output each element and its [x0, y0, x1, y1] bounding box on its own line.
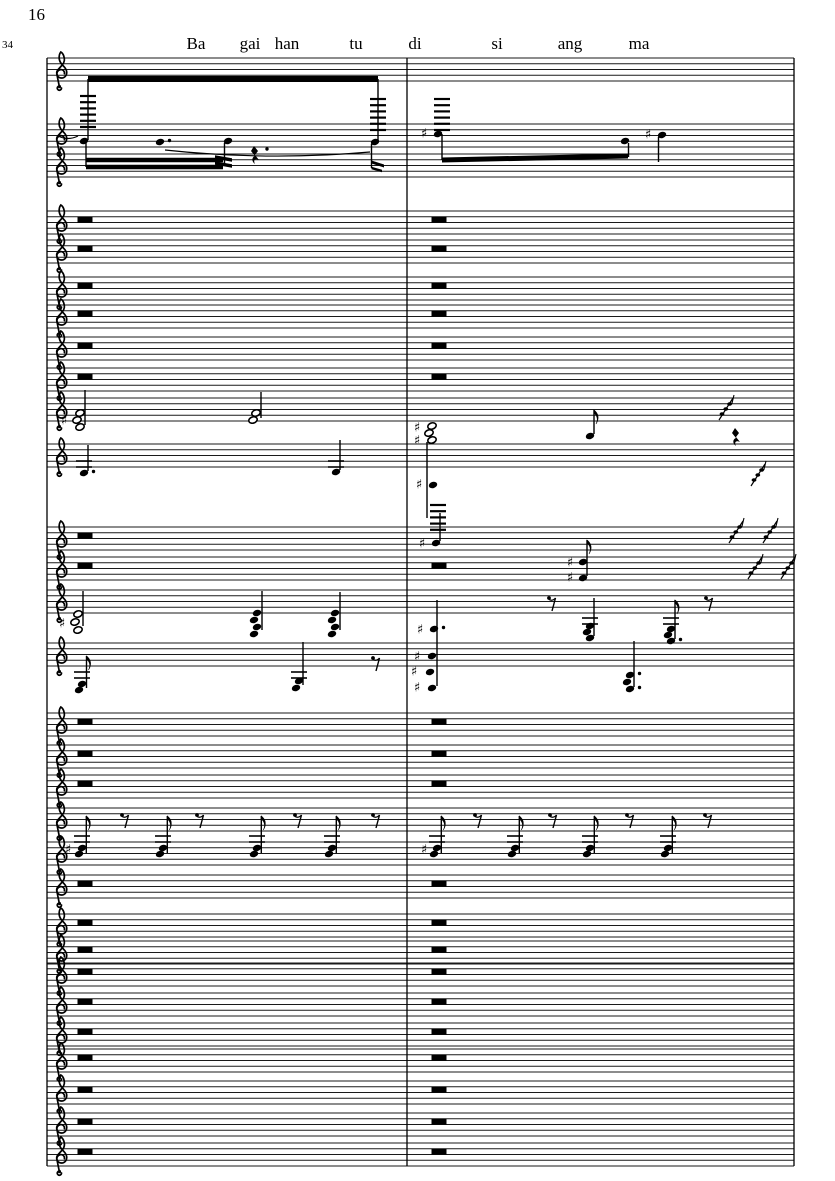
sharp-icon: ♯ [566, 570, 574, 586]
beam [86, 158, 223, 163]
whole-rest [78, 1055, 93, 1061]
lyric-syllable: Ba [186, 34, 206, 53]
augmentation-dot [638, 686, 641, 689]
beam [442, 154, 628, 163]
whole-rest [78, 311, 93, 317]
whole-rest [432, 947, 447, 953]
sharp-icon: ♯ [644, 127, 652, 143]
tremolo-slash-icon [763, 521, 777, 543]
notehead [252, 623, 262, 632]
notehead [73, 610, 83, 619]
lyric-syllable: gai [239, 34, 261, 53]
whole-rest [432, 311, 447, 317]
measure-number: 34 [2, 39, 13, 51]
notehead [248, 416, 258, 425]
notehead [249, 616, 259, 625]
sharp-icon: ♯ [64, 842, 72, 858]
whole-rest [78, 1087, 93, 1093]
notehead [425, 668, 435, 677]
eighth-rest-icon [371, 813, 375, 817]
notehead [73, 626, 83, 635]
eighth-rest-icon [547, 596, 551, 600]
eighth-rest-icon [293, 813, 297, 817]
treble-clef-icon [58, 267, 61, 270]
whole-rest [78, 1029, 93, 1035]
notehead [291, 684, 301, 693]
eighth-rest-icon [371, 656, 375, 660]
whole-rest [432, 246, 447, 252]
notehead [327, 616, 337, 625]
sharp-icon: ♯ [58, 616, 66, 632]
whole-rest [432, 719, 447, 725]
notehead [252, 609, 262, 618]
notehead [330, 609, 340, 618]
whole-rest [78, 1119, 93, 1125]
whole-rest [432, 1029, 447, 1035]
whole-rest [432, 563, 447, 569]
eighth-rest-icon [473, 813, 477, 817]
augmentation-dot [638, 672, 641, 675]
whole-rest [432, 751, 447, 757]
beam [372, 161, 385, 168]
whole-rest [432, 217, 447, 223]
sharp-icon: ♯ [566, 555, 574, 571]
slur [165, 150, 370, 156]
treble-clef-icon [58, 670, 61, 673]
whole-rest [78, 343, 93, 349]
whole-rest [78, 563, 93, 569]
notehead [622, 678, 632, 687]
sharp-icon: ♯ [413, 433, 421, 449]
whole-rest [78, 969, 93, 975]
treble-clef-icon [58, 85, 61, 88]
notehead [155, 138, 165, 147]
sharp-icon: ♯ [413, 420, 421, 436]
whole-rest [432, 1055, 447, 1061]
whole-rest [432, 881, 447, 887]
sharp-icon: ♯ [415, 477, 423, 493]
whole-rest [432, 999, 447, 1005]
whole-rest [78, 947, 93, 953]
whole-rest [432, 283, 447, 289]
whole-rest [432, 781, 447, 787]
notehead [70, 618, 80, 627]
augmentation-dot [442, 626, 445, 629]
whole-rest [78, 246, 93, 252]
whole-rest [432, 1149, 447, 1155]
whole-rest [78, 781, 93, 787]
whole-rest [432, 969, 447, 975]
whole-rest [78, 719, 93, 725]
whole-rest [78, 881, 93, 887]
augmentation-dot [168, 139, 171, 142]
notehead [427, 652, 437, 661]
lyric-syllable: han [274, 34, 300, 53]
whole-rest [78, 283, 93, 289]
lyric-syllable: si [491, 34, 503, 53]
notehead [251, 409, 261, 418]
treble-clef-icon [58, 1170, 61, 1173]
beam [86, 165, 223, 170]
whole-rest [78, 751, 93, 757]
sharp-icon: ♯ [420, 126, 428, 142]
notehead [428, 481, 438, 490]
whole-rest [78, 920, 93, 926]
sharp-icon: ♯ [60, 413, 68, 429]
notehead [330, 623, 340, 632]
tremolo-slash-icon [729, 521, 743, 543]
lyric-syllable: tu [349, 34, 363, 53]
eighth-rest-icon [704, 596, 708, 600]
sharp-icon: ♯ [418, 536, 426, 552]
notehead [249, 630, 259, 639]
augmentation-dot [265, 147, 268, 150]
whole-rest [432, 1087, 447, 1093]
treble-clef-icon [58, 902, 61, 905]
sharp-icon: ♯ [413, 649, 421, 665]
whole-rest [78, 374, 93, 380]
treble-clef-icon [58, 471, 61, 474]
eighth-rest-icon [703, 813, 707, 817]
whole-rest [432, 1119, 447, 1125]
whole-rest [432, 343, 447, 349]
sharp-icon: ♯ [420, 842, 428, 858]
sharp-icon: ♯ [413, 680, 421, 696]
notehead [75, 409, 85, 418]
notehead [427, 684, 437, 693]
eighth-rest-icon [195, 813, 199, 817]
eighth-rest-icon [625, 813, 629, 817]
eighth-rest-icon [548, 813, 552, 817]
quarter-rest-icon [732, 428, 740, 446]
notehead [427, 422, 437, 431]
whole-rest [78, 999, 93, 1005]
sharp-icon: ♯ [416, 622, 424, 638]
whole-rest [78, 533, 93, 539]
notehead [327, 630, 337, 639]
treble-clef-icon [58, 181, 61, 184]
lyric-syllable: di [408, 34, 422, 53]
whole-rest [78, 217, 93, 223]
whole-rest [432, 920, 447, 926]
augmentation-dot [92, 470, 95, 473]
sharp-icon: ♯ [410, 664, 418, 680]
whole-rest [432, 374, 447, 380]
lyric-syllable: ma [628, 34, 650, 53]
lyric-syllable: ang [557, 34, 583, 53]
page-number: 16 [28, 5, 45, 24]
quarter-rest-icon [251, 146, 259, 164]
eighth-rest-icon [120, 813, 124, 817]
beam [88, 76, 378, 82]
whole-rest [78, 1149, 93, 1155]
augmentation-dot [679, 638, 682, 641]
